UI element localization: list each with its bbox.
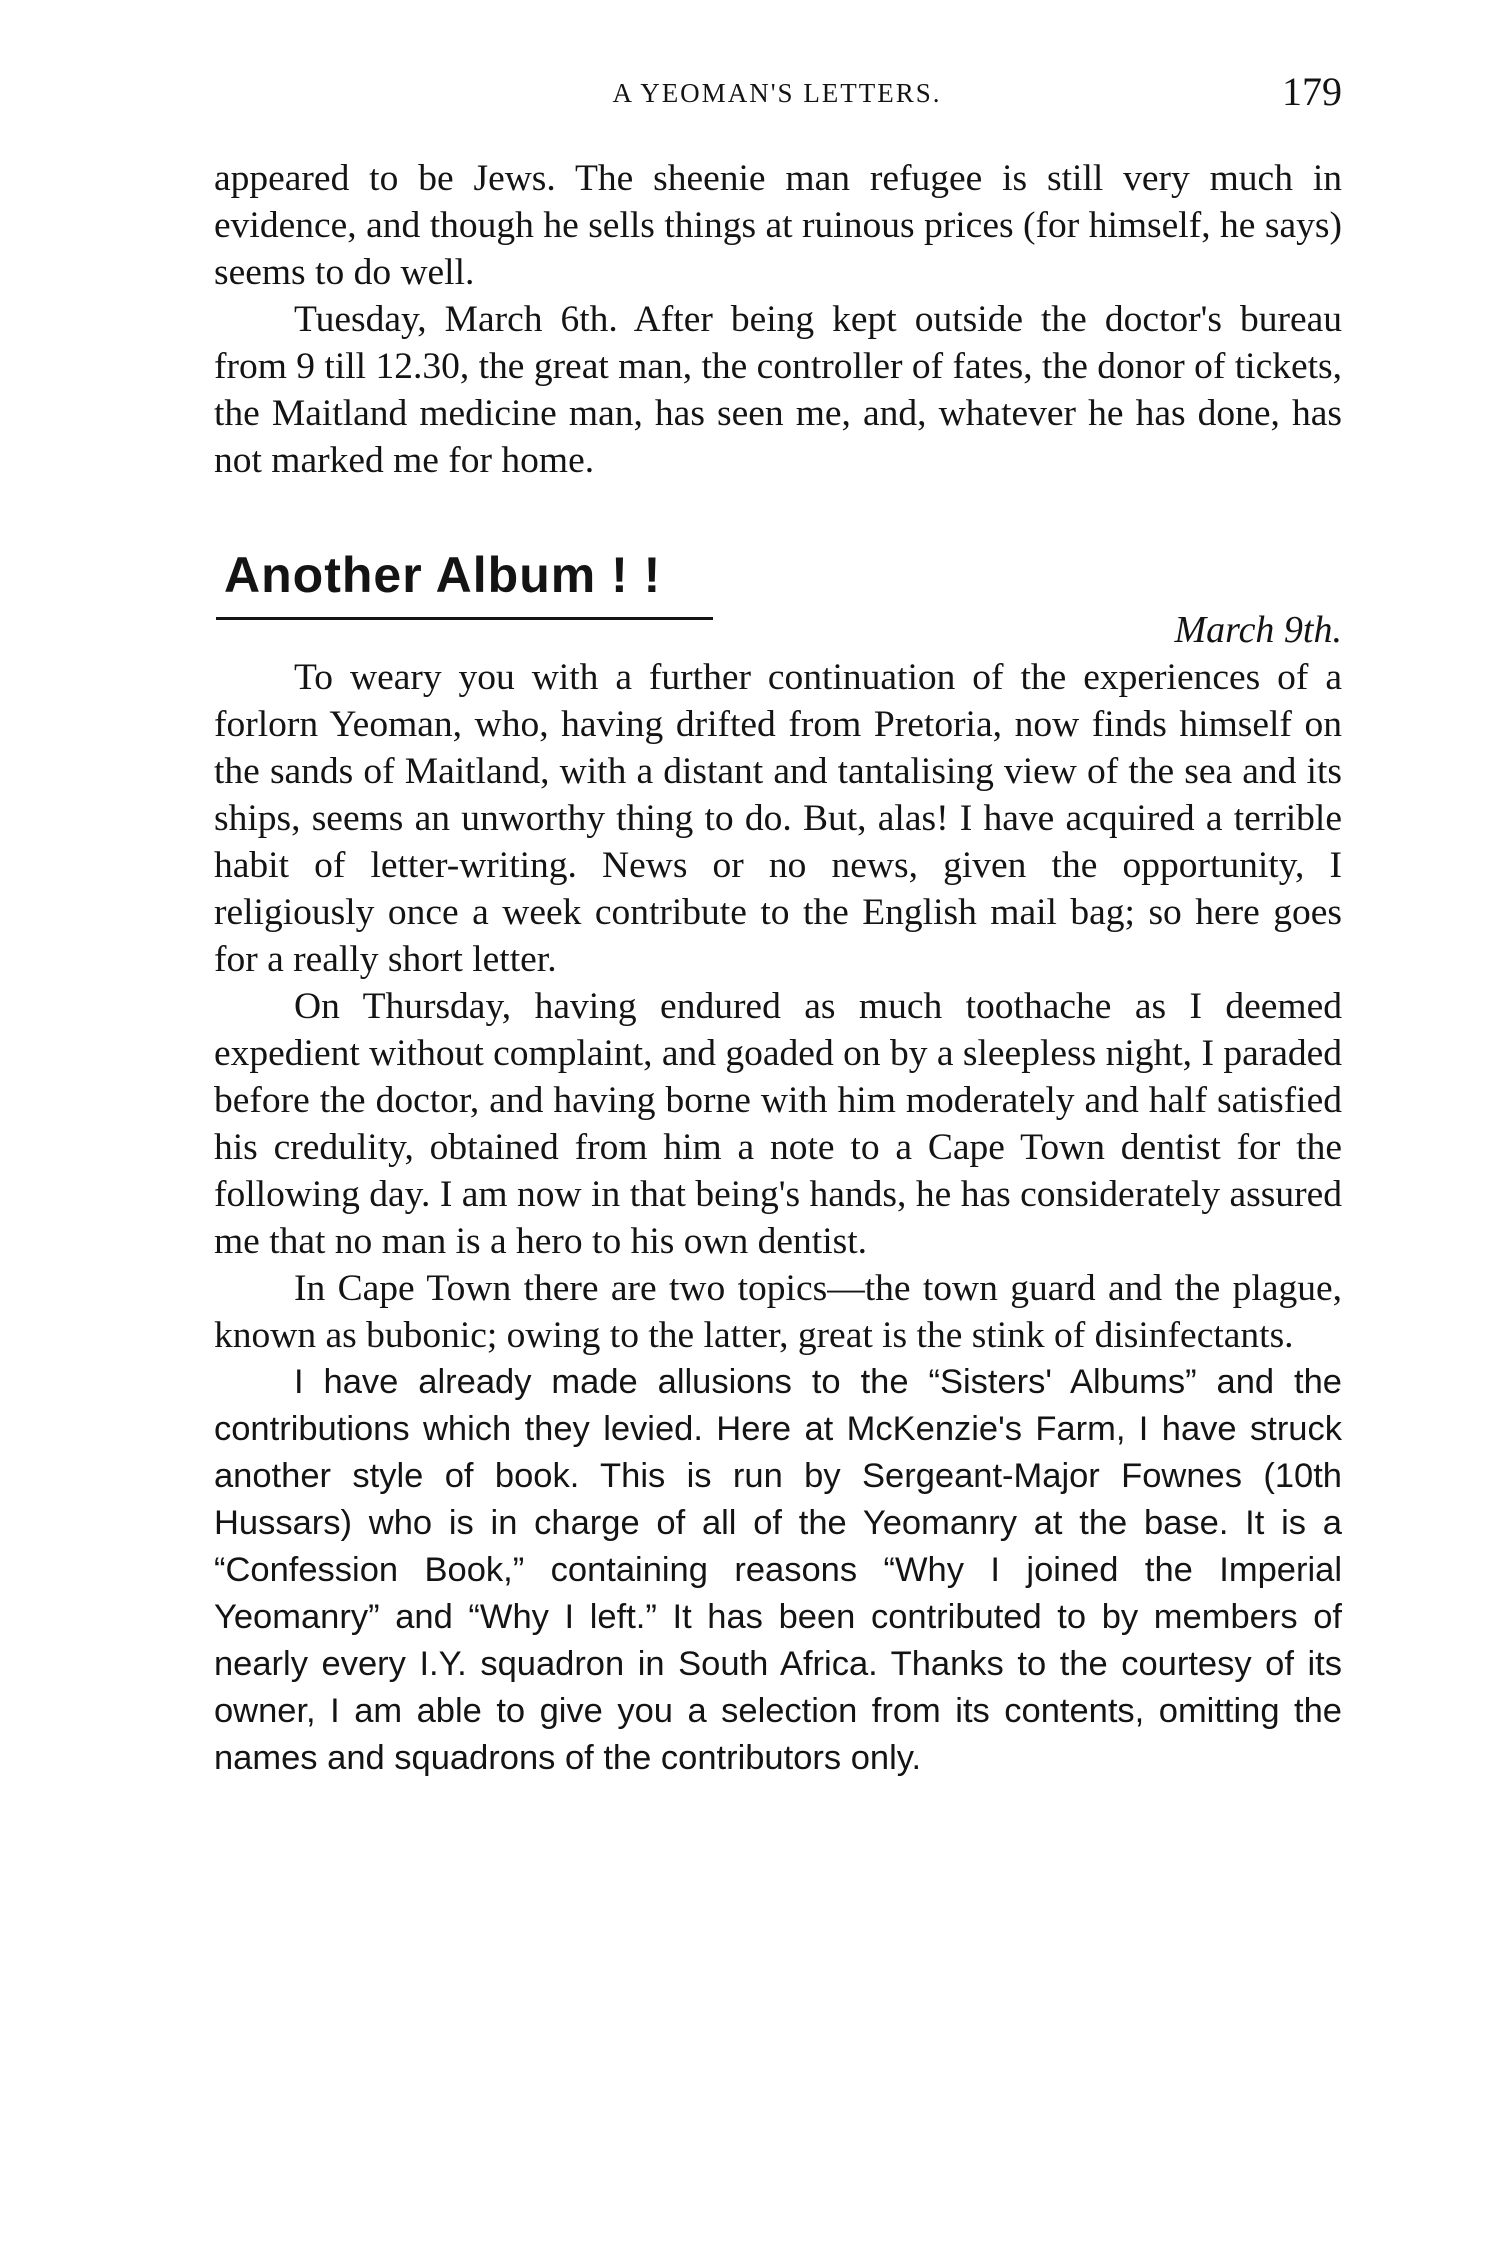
paragraph-continuation: appeared to be Jews. The sheenie man refugee is still very much in evidence, and though he sells things at ruinous prices (for himself, he says) seems to do well.	[214, 158, 1342, 293]
page-header	[212, 68, 1342, 118]
section-heading: Another Album ! !	[224, 547, 662, 603]
paragraph-toothache: On Thursday, having endured as much toothache as I deemed expedient without complaint, and goaded on by a sleepless night, I paraded before the doctor, and having borne with him moderately and half satisfied his credulity, obtained from him a note to a Cape Town dentist for the following day. I am now in that being's hands, he has considerately assured me that no man is a hero to his own dentist.	[214, 986, 1342, 1262]
paragraph-tuesday-entry: Tuesday, March 6th. After being kept outside the doctor's bureau from 9 till 12.30, the great man, the controller of fates, the donor of tickets, the Maitland medicine man, has seen me, and, whatever he has done, has not marked me for home.	[214, 299, 1342, 481]
top-text-block	[214, 155, 1342, 484]
running-title: A YEOMAN'S LETTERS.	[612, 78, 942, 108]
letter-body	[214, 654, 1342, 1782]
letter-dateline: March 9th.	[1174, 609, 1342, 651]
heading-underline	[216, 617, 713, 620]
paragraph-confession-book: I have already made allusions to the “Sisters' Albums” and the contributions which they levied. Here at McKenzie's Farm, I have struck another style of book. This is run by Sergeant-Major Fownes (10th Hussars) who is in charge of all of the Yeomanry at the base. It is a “Confession Book,” containing reasons “Why I joined the Imperial Yeomanry” and “Why I left.” It has been contributed to by members of nearly every I.Y. squadron in South Africa. Thanks to the courtesy of its owner, I am able to give you a selection from its contents, omitting the names and squadrons of the contributors only.	[214, 1363, 1342, 1777]
paragraph-intro: To weary you with a further continuation of the experiences of a forlorn Yeoman, who, having drifted from Pretoria, now finds himself on the sands of Maitland, with a distant and tantalising view of the sea and its ships, seems an unworthy thing to do. But, alas! I have acquired a terrible habit of letter-writing. News or no news, given the opportunity, I religiously once a week contribute to the English mail bag; so here goes for a really short letter.	[214, 657, 1342, 980]
paragraph-cape-town: In Cape Town there are two topics—the town guard and the plague, known as bubonic; owing to the latter, great is the stink of disinfectants.	[214, 1268, 1342, 1356]
page-number: 179	[1282, 69, 1342, 114]
